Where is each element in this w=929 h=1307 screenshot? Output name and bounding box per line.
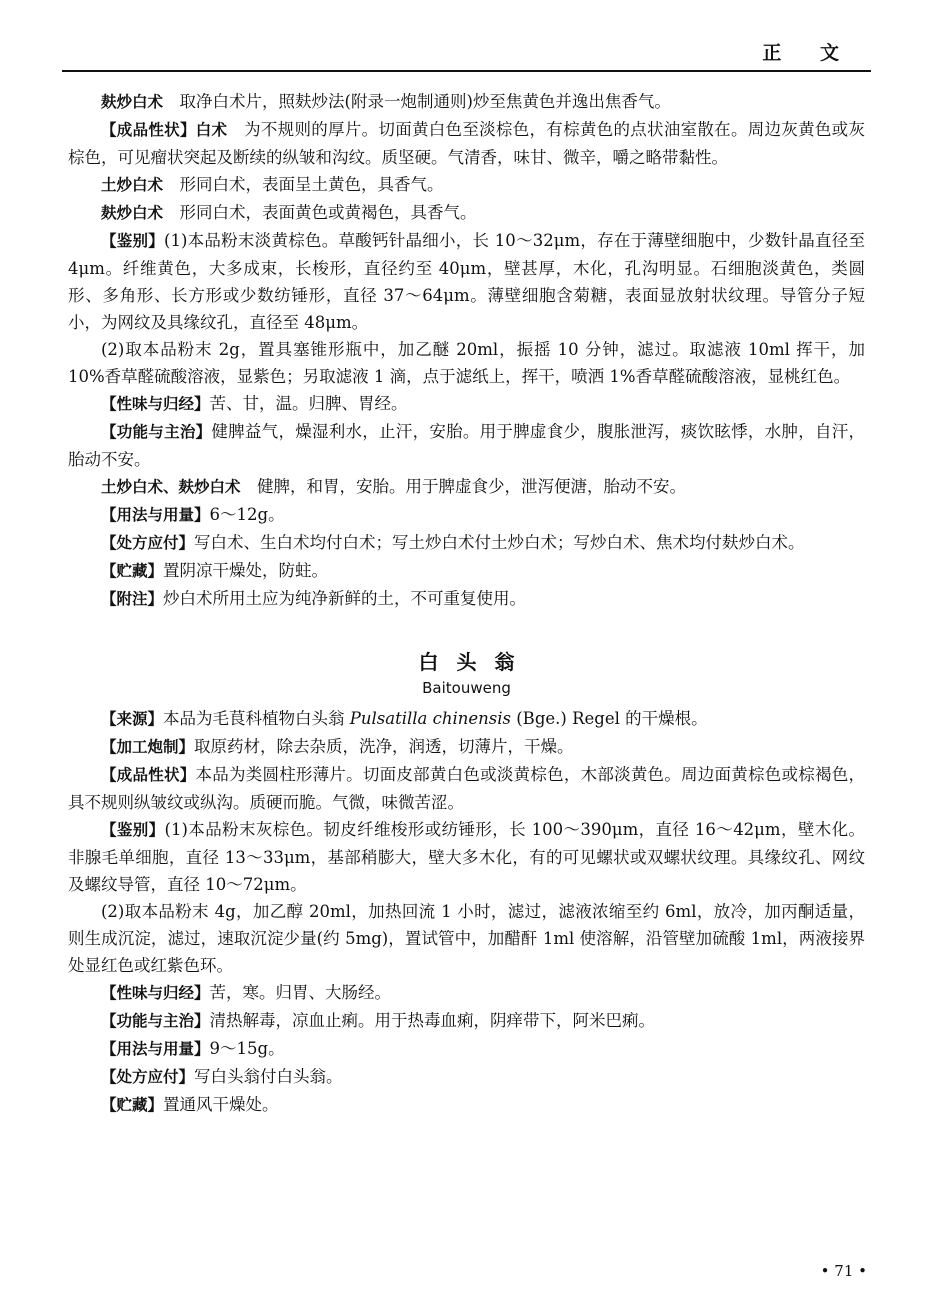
label-gongneng: 【功能与主治】 <box>101 423 212 441</box>
text-yongfa-2: 9～15g。 <box>209 1039 285 1058</box>
paragraph-xingzhuang-2 <box>68 761 865 816</box>
subtitle-tuchao-fuchao: 土炒白术、麸炒白术 <box>101 478 241 496</box>
text-gongneng: 健脾益气，燥湿利水，止汗，安胎。用于脾虚食少，腹胀泄泻，痰饮眩悸，水肿，自汗，胎动不安。 <box>68 422 865 469</box>
label-yongfa: 【用法与用量】 <box>101 506 210 524</box>
paragraph-fuzhu <box>68 585 865 613</box>
paragraph-jianbie-2 <box>68 336 865 390</box>
label-zhucang-2: 【贮藏】 <box>101 1096 164 1114</box>
page-number: • 71 • <box>820 1262 867 1280</box>
paragraph-gongneng <box>68 418 865 473</box>
label-jianbie: 【鉴别】 <box>101 232 165 250</box>
page-content <box>68 88 865 1119</box>
text-jianbie-4: (2)取本品粉末 4g，加乙醇 20ml，加热回流 1 小时，滤过，滤液浓缩至约 6ml，放冷，加丙酮适量，则生成沉淀，滤过，速取沉淀少量(约 5mg)，置试管中，加醋酐 1ml 使溶解，沿管壁加硫酸 1ml，两液接界处显红色或红紫色环。 <box>68 902 865 975</box>
paragraph-chufang-2 <box>68 1063 865 1091</box>
label-chufang: 【处方应付】 <box>101 534 195 552</box>
paragraph-zhucang <box>68 557 865 585</box>
subtitle-baizhu: 白术 <box>195 121 228 139</box>
paragraph-fuchao-2 <box>68 199 865 227</box>
text-fuchao: 取净白术片，照麸炒法(附录一炮制通则)炒至焦黄色并逸出焦香气。 <box>179 92 671 111</box>
text-laiyuan-2: (Bge.) Regel 的干燥根。 <box>516 709 708 728</box>
text-jianbie-3: (1)本品粉末灰棕色。韧皮纤维梭形或纺锤形，长 100～390μm，直径 16～42μm，壁木化。非腺毛单细胞，直径 13～33μm，基部稍膨大，壁大多木化，有的可见螺状或双螺状纹理。具缘纹孔、网纹及螺纹导管，直径 10～72μm。 <box>68 820 865 894</box>
paragraph-jiagong <box>68 733 865 761</box>
paragraph-xingwei <box>68 390 865 418</box>
text-yongfa: 6～12g。 <box>209 505 285 524</box>
paragraph-jianbie-3 <box>68 816 865 898</box>
paragraph-jianbie-4 <box>68 898 865 979</box>
latin-name: Pulsatilla chinensis <box>349 709 511 728</box>
label-jiagong: 【加工炮制】 <box>101 738 195 756</box>
text-xingzhuang: 为不规则的厚片。切面黄白色至淡棕色，有棕黄色的点状油室散在。周边灰黄色或灰棕色，可见瘤状突起及断续的纵皱和沟纹。质坚硬。气清香，味甘、微辛，嚼之略带黏性。 <box>68 120 865 167</box>
subtitle-fuchao: 麸炒白术 <box>101 93 164 111</box>
text-jianbie-1: (1)本品粉末淡黄棕色。草酸钙针晶细小，长 10～32μm，存在于薄壁细胞中，少数针晶直径至 4μm。纤维黄色，大多成束，长梭形，直径约至 40μm，壁甚厚，木化，孔沟明显。石细胞淡黄色，类圆形、多角形、长方形或少数纺锤形，直径 37～64μm。薄壁细胞含菊糖，表面显放射状纹理。导管分子短小，为网纹及具缘纹孔，直径至 48μm。 <box>68 231 865 332</box>
label-chufang-2: 【处方应付】 <box>101 1068 195 1086</box>
paragraph-yongfa <box>68 501 865 529</box>
paragraph-gongneng-2 <box>68 1007 865 1035</box>
paragraph-tuchao-fuchao <box>68 473 865 501</box>
header-rule <box>62 70 871 72</box>
label-yongfa-2: 【用法与用量】 <box>101 1040 210 1058</box>
label-xingwei: 【性味与归经】 <box>101 395 210 413</box>
subtitle-tuchao: 土炒白术 <box>101 176 164 194</box>
paragraph-zhucang-2 <box>68 1091 865 1119</box>
text-laiyuan-1: 本品为毛茛科植物白头翁 <box>163 709 345 728</box>
text-xingwei: 苦、甘，温。归脾、胃经。 <box>209 394 408 413</box>
text-tuchao: 形同白术，表面呈土黄色，具香气。 <box>179 175 444 194</box>
page-header-label: 正 文 <box>762 42 855 64</box>
text-xingzhuang-2: 本品为类圆柱形薄片。切面皮部黄白色或淡黄棕色，木部淡黄色。周边面黄棕色或棕褐色，具不规则纵皱纹或纵沟。质硬而脆。气微，味微苦涩。 <box>68 765 865 812</box>
subtitle-fuchao-2: 麸炒白术 <box>101 204 164 222</box>
paragraph-xingzhuang <box>68 116 865 171</box>
label-jianbie-2: 【鉴别】 <box>101 821 165 839</box>
text-zhucang: 置阴凉干燥处，防蛀。 <box>163 561 329 580</box>
label-zhucang: 【贮藏】 <box>101 562 164 580</box>
text-fuzhu: 炒白术所用土应为纯净新鲜的土，不可重复使用。 <box>163 589 527 608</box>
section-pinyin: Baitouweng <box>422 679 511 697</box>
section-title: 白头翁 <box>418 650 533 674</box>
text-fuchao-2: 形同白术，表面黄色或黄褐色，具香气。 <box>179 203 477 222</box>
text-zhucang-2: 置通风干燥处。 <box>163 1095 279 1114</box>
text-jiagong: 取原药材，除去杂质，洗净，润透，切薄片，干燥。 <box>194 737 574 756</box>
text-xingwei-2: 苦，寒。归胃、大肠经。 <box>209 983 392 1002</box>
text-jianbie-2: (2)取本品粉末 2g，置具塞锥形瓶中，加乙醚 20ml，振摇 10 分钟，滤过。取滤液 10ml 挥干，加 10%香草醛硫酸溶液，显紫色；另取滤液 1 滴，点于滤纸上，挥干，喷洒 1%香草醛硫酸溶液，显桃红色。 <box>68 340 865 386</box>
label-xingzhuang-2: 【成品性状】 <box>101 766 196 784</box>
paragraph-xingwei-2 <box>68 979 865 1007</box>
label-gongneng-2: 【功能与主治】 <box>101 1012 210 1030</box>
label-fuzhu: 【附注】 <box>101 590 164 608</box>
text-chufang-2: 写白头翁付白头翁。 <box>194 1067 343 1086</box>
text-chufang: 写白术、生白术均付白术；写土炒白术付土炒白术；写炒白术、焦术均付麸炒白术。 <box>194 533 805 552</box>
paragraph-laiyuan <box>68 705 865 733</box>
label-xingwei-2: 【性味与归经】 <box>101 984 210 1002</box>
paragraph-fuchao <box>68 88 865 116</box>
label-xingzhuang: 【成品性状】 <box>101 121 196 139</box>
paragraph-yongfa-2 <box>68 1035 865 1063</box>
paragraph-tuchao <box>68 171 865 199</box>
paragraph-jianbie-1 <box>68 227 865 336</box>
text-tuchao-fuchao: 健脾，和胃，安胎。用于脾虚食少，泄泻便溏，胎动不安。 <box>257 477 687 496</box>
text-gongneng-2: 清热解毒，凉血止痢。用于热毒血痢，阴痒带下，阿米巴痢。 <box>209 1011 656 1030</box>
paragraph-chufang <box>68 529 865 557</box>
label-laiyuan: 【来源】 <box>101 710 164 728</box>
